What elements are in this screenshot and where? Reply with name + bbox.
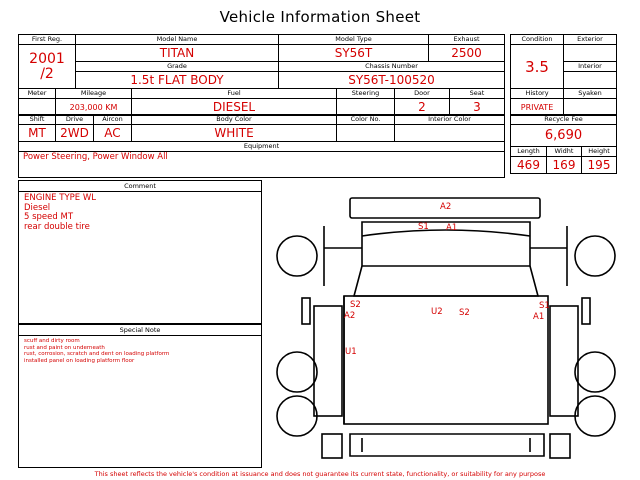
seat-value: 3 xyxy=(450,99,505,116)
page-title: Vehicle Information Sheet xyxy=(219,8,421,26)
width-label: Widht xyxy=(547,147,582,157)
syaken-value xyxy=(564,99,617,116)
damage-mark: U1 xyxy=(345,347,357,357)
model-type-label: Model Type xyxy=(279,35,429,45)
shift-value: MT xyxy=(19,125,56,142)
recycle-table xyxy=(510,114,617,174)
equipment-value: Power Steering, Power Window All xyxy=(19,152,505,178)
chassis-label: Chassis Number xyxy=(279,62,505,72)
condition-label: Condition xyxy=(511,35,564,45)
special-note-box xyxy=(18,324,262,468)
model-type-value: SY56T xyxy=(279,45,429,62)
damage-mark: S2 xyxy=(459,308,470,318)
specs-table-2 xyxy=(18,114,505,178)
damage-mark: S1 xyxy=(418,222,429,232)
comment-line: ENGINE TYPE WL xyxy=(24,193,96,203)
model-name-label: Model Name xyxy=(76,35,279,45)
note-line: scuff and dirty room xyxy=(24,338,80,344)
condition-value: 3.5 xyxy=(511,45,564,89)
damage-mark: A1 xyxy=(446,223,458,233)
damage-mark: A2 xyxy=(344,311,356,321)
damage-mark: A2 xyxy=(440,202,452,212)
history-table xyxy=(510,88,617,116)
chassis-value: SY56T-100520 xyxy=(279,72,505,89)
seat-label: Seat xyxy=(450,89,505,99)
vehicle-damage-diagram xyxy=(262,176,632,468)
body-color-label: Body Color xyxy=(132,115,337,125)
damage-mark: S1 xyxy=(539,301,550,311)
grade-value: 1.5t FLAT BODY xyxy=(76,72,279,89)
damage-mark: S2 xyxy=(350,300,361,310)
special-note-label: Special Note xyxy=(19,325,261,336)
meter-value xyxy=(19,99,56,116)
vehicle-info-table xyxy=(18,34,505,89)
height-label: Height xyxy=(582,147,617,157)
exhaust-value: 2500 xyxy=(429,45,505,62)
condition-table xyxy=(510,34,617,89)
body-color-value: WHITE xyxy=(132,125,337,142)
model-name-value: TITAN xyxy=(76,45,279,62)
damage-mark: A1 xyxy=(533,312,545,322)
height-value: 195 xyxy=(582,157,617,174)
grade-label: Grade xyxy=(76,62,279,72)
color-no-label: Color No. xyxy=(337,115,395,125)
comment-text xyxy=(19,192,261,234)
first-reg-month: /2 xyxy=(40,65,54,82)
exterior-label: Exterior xyxy=(564,35,617,45)
footer-disclaimer: This sheet reflects the vehicle's condition at issuance and does not guarantee its current state, functionality, or suitability for any purpose xyxy=(94,470,546,478)
door-value: 2 xyxy=(395,99,450,116)
aircon-value: AC xyxy=(94,125,132,142)
color-no-value xyxy=(337,125,395,142)
special-note-text xyxy=(19,336,261,366)
syaken-label: Syaken xyxy=(564,89,617,99)
fuel-value: DIESEL xyxy=(132,99,337,116)
comment-line: Diesel xyxy=(24,202,51,213)
meter-label: Meter xyxy=(19,89,56,99)
length-value: 469 xyxy=(511,157,547,174)
fuel-label: Fuel xyxy=(132,89,337,99)
drive-value: 2WD xyxy=(56,125,94,142)
exterior-value xyxy=(564,45,617,62)
equipment-label: Equipment xyxy=(19,142,505,152)
specs-table xyxy=(18,88,505,116)
interior-label: Interior xyxy=(564,62,617,72)
comment-line: 5 speed MT xyxy=(24,212,74,222)
comment-line: rear double tire xyxy=(24,221,90,232)
first-reg-label: First Reg. xyxy=(19,35,76,45)
history-value: PRIVATE xyxy=(511,99,564,116)
mileage-label: Mileage xyxy=(56,89,132,99)
first-reg-value xyxy=(19,45,76,89)
steering-label: Steering xyxy=(337,89,395,99)
door-label: Door xyxy=(395,89,450,99)
interior-value xyxy=(564,72,617,89)
interior-color-value xyxy=(395,125,505,142)
width-value: 169 xyxy=(547,157,582,174)
drive-label: Drive xyxy=(56,115,94,125)
note-line: rust and paint on underneath xyxy=(24,344,105,351)
note-line: installed panel on loading platform floor xyxy=(24,357,135,364)
first-reg-year: 2001 xyxy=(29,50,65,67)
comment-label: Comment xyxy=(19,181,261,192)
history-label: History xyxy=(511,89,564,99)
exhaust-label: Exhaust xyxy=(429,35,505,45)
note-line: rust, corrosion, scratch and dent on loading platform xyxy=(24,351,170,357)
damage-mark: U2 xyxy=(431,307,443,317)
aircon-label: Aircon xyxy=(94,115,132,125)
recycle-fee-value: 6,690 xyxy=(511,125,617,147)
interior-color-label: Interior Color xyxy=(395,115,505,125)
recycle-fee-label: Recycle Fee xyxy=(511,115,617,125)
length-label: Length xyxy=(511,147,547,157)
steering-value xyxy=(337,99,395,116)
comment-box xyxy=(18,180,262,324)
mileage-value: 203,000 KM xyxy=(56,99,132,116)
shift-label: Shift xyxy=(19,115,56,125)
